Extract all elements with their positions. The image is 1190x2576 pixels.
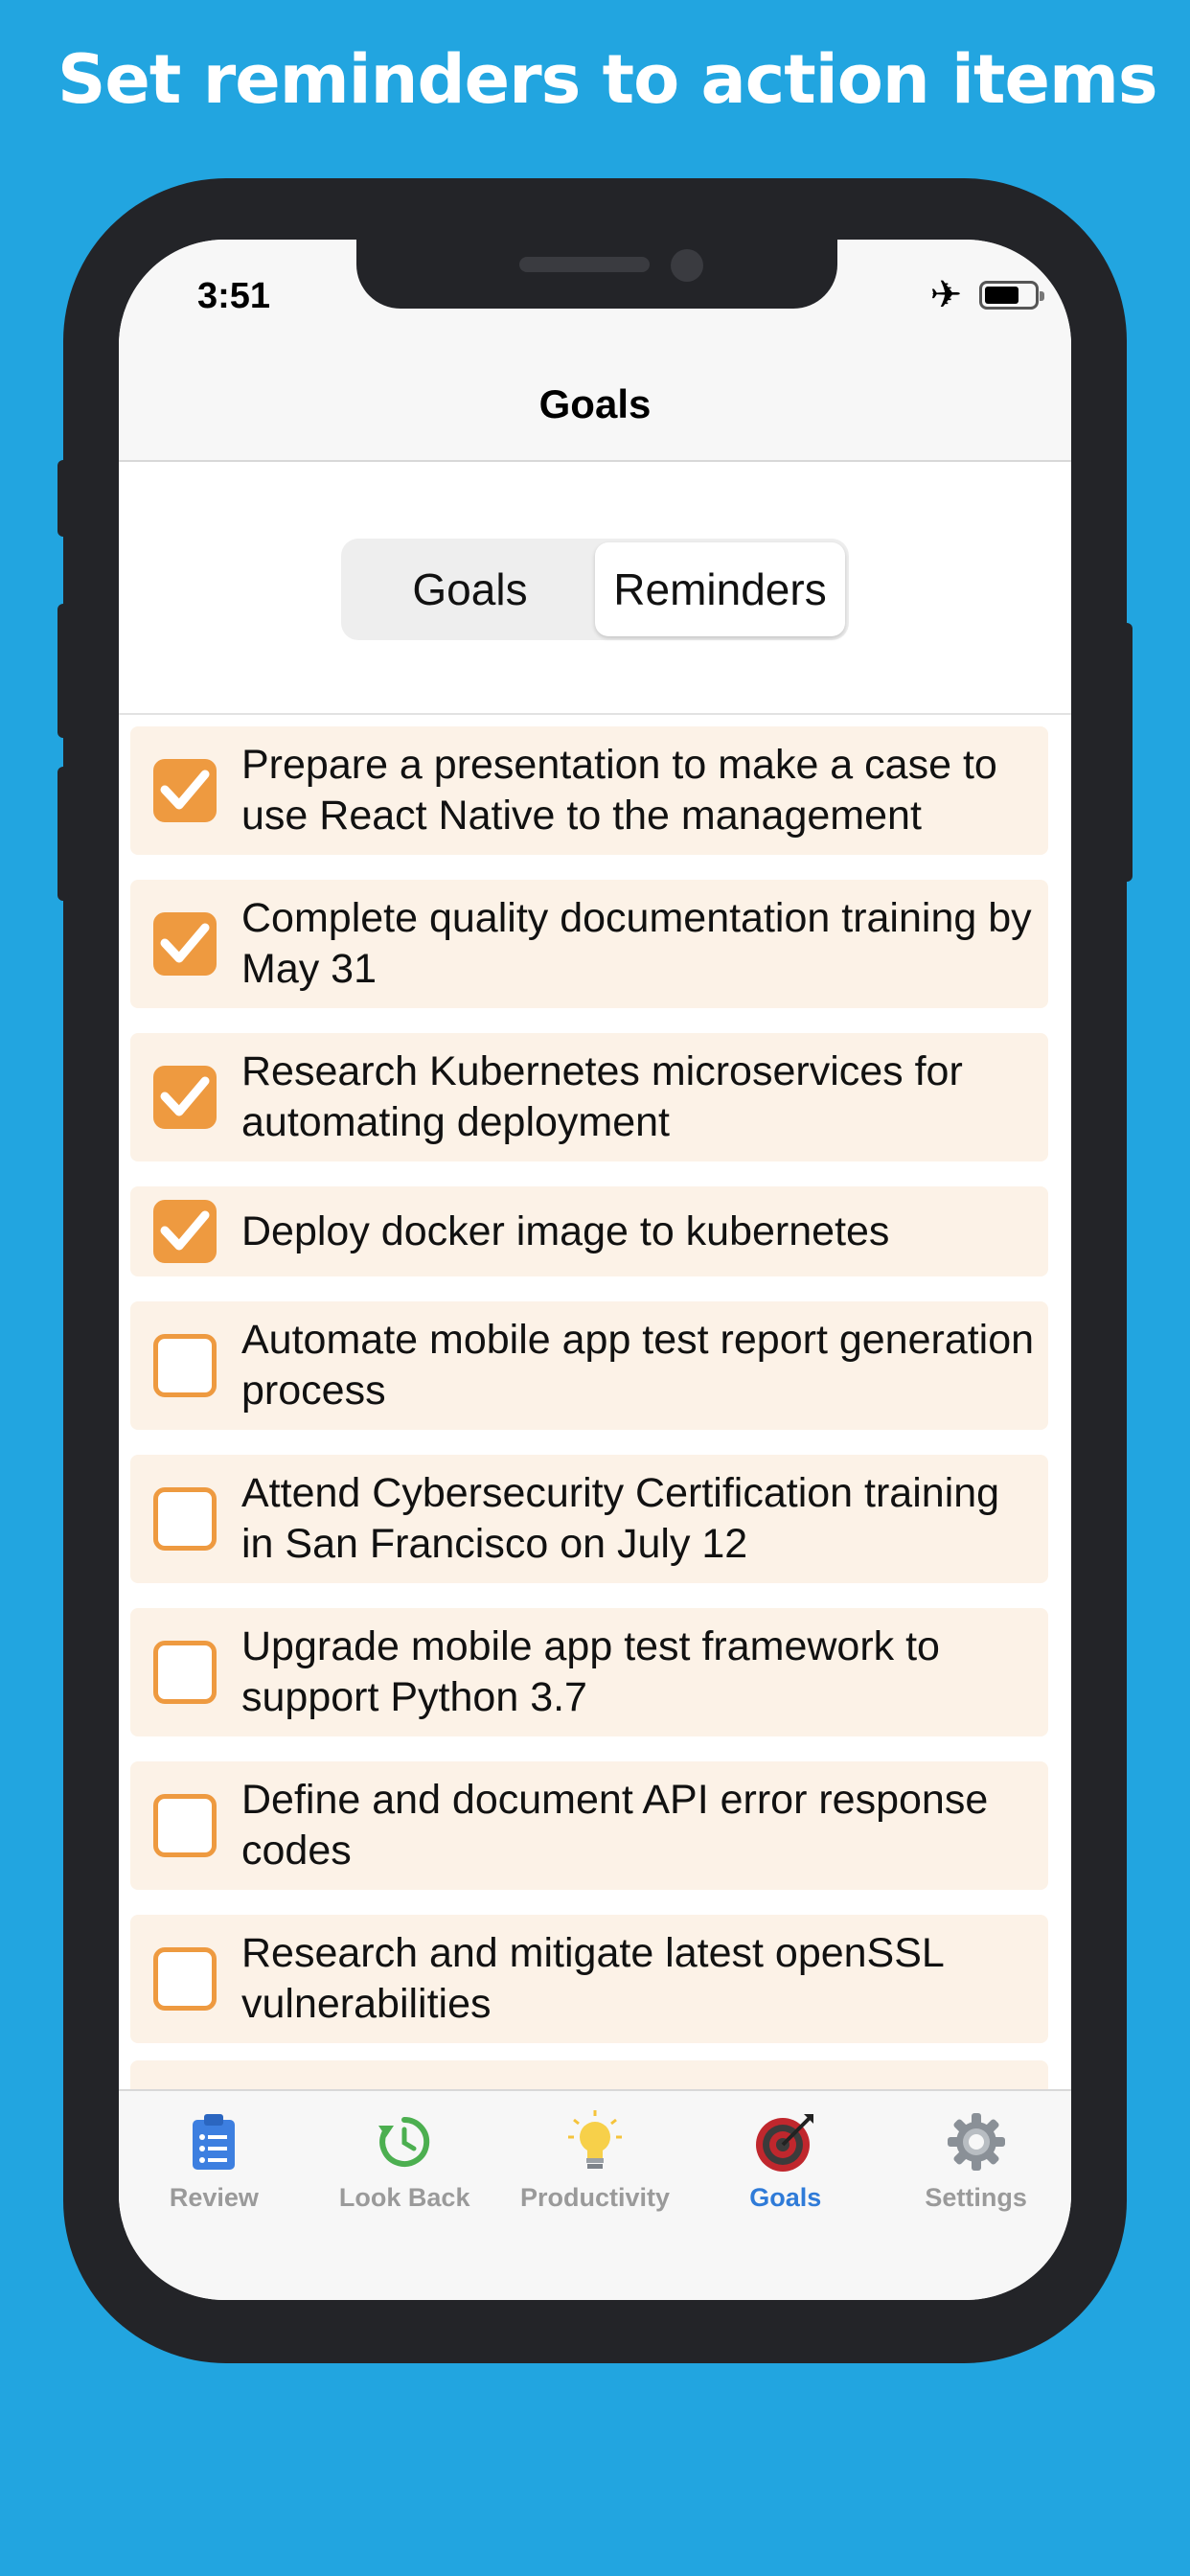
- reminder-text: Upgrade mobile app test framework to support Python 3.7: [241, 1623, 940, 1720]
- speaker-grille: [519, 257, 650, 272]
- volume-up-button: [57, 604, 69, 738]
- reminder-text: Prepare a presentation to make a case to use React Native to the management: [241, 742, 997, 839]
- segmented-control: [341, 539, 849, 640]
- notch: [356, 240, 837, 309]
- list-item[interactable]: [130, 726, 1048, 855]
- reminder-text: Automate mobile app test report generation process: [241, 1317, 1035, 1414]
- reminder-text: Research and mitigate latest openSSL vulnerabilities: [241, 1930, 944, 2027]
- checkbox-unchecked[interactable]: [153, 1641, 217, 1704]
- tab-settings[interactable]: [881, 2091, 1071, 2300]
- checkbox-unchecked[interactable]: [153, 1487, 217, 1551]
- gear-icon: [943, 2108, 1010, 2175]
- history-icon: [371, 2108, 438, 2175]
- tab-label: Review: [169, 2183, 259, 2212]
- tab-label: Settings: [925, 2183, 1027, 2212]
- checkbox-checked[interactable]: [153, 759, 217, 822]
- segment-goals[interactable]: Goals: [412, 564, 528, 614]
- mute-switch: [57, 460, 69, 537]
- list-item[interactable]: [130, 1915, 1048, 2043]
- tab-label: Productivity: [519, 2183, 670, 2212]
- list-item[interactable]: [130, 880, 1048, 1008]
- checkbox-checked[interactable]: [153, 912, 217, 976]
- reminder-text: Deploy docker image to kubernetes: [241, 1208, 890, 1254]
- reminder-list: [130, 726, 1048, 2068]
- list-item[interactable]: [130, 1761, 1048, 1890]
- phone-screen: [119, 240, 1071, 2300]
- checkbox-unchecked[interactable]: [153, 1794, 217, 1857]
- checkbox-unchecked[interactable]: [153, 1947, 217, 2011]
- airplane-mode-icon: ✈: [929, 274, 962, 316]
- tab-review[interactable]: [119, 2091, 309, 2300]
- list-item[interactable]: [130, 1608, 1048, 1736]
- status-icons: [929, 276, 1039, 314]
- tab-productivity[interactable]: [500, 2091, 691, 2300]
- segment-reminders[interactable]: Reminders: [595, 542, 845, 636]
- status-time: 3:51: [197, 276, 271, 316]
- reminder-text: Define and document API error response codes: [241, 1777, 989, 1874]
- lightbulb-icon: [561, 2108, 629, 2175]
- page-title: Goals: [538, 381, 652, 426]
- clipboard-icon: [180, 2108, 247, 2175]
- list-item[interactable]: [130, 1455, 1048, 1583]
- headline: Set reminders to action items: [57, 40, 1157, 119]
- tab-look-back[interactable]: [309, 2091, 500, 2300]
- power-button: [1121, 623, 1133, 882]
- reminder-text: Research Kubernetes microservices for automating deployment: [241, 1048, 963, 1145]
- tab-goals[interactable]: [690, 2091, 881, 2300]
- target-icon: [752, 2108, 819, 2175]
- front-camera: [671, 249, 703, 282]
- tab-label: Goals: [749, 2183, 822, 2212]
- checkbox-checked[interactable]: [153, 1200, 217, 1263]
- list-item[interactable]: [130, 1186, 1048, 1276]
- reminder-text: Attend Cybersecurity Certification training in San Francisco on July 12: [241, 1470, 1000, 1567]
- checkbox-unchecked[interactable]: [153, 1334, 217, 1397]
- checkbox-checked[interactable]: [153, 1066, 217, 1129]
- reminder-text: Complete quality documentation training by May 31: [241, 895, 1032, 992]
- list-item[interactable]: [130, 1301, 1048, 1430]
- segment-container: [119, 462, 1071, 715]
- tab-bar: [119, 2089, 1071, 2300]
- list-item[interactable]: [130, 1033, 1048, 1162]
- tab-label: Look Back: [338, 2183, 470, 2212]
- volume-down-button: [57, 767, 69, 901]
- battery-icon: [979, 281, 1039, 310]
